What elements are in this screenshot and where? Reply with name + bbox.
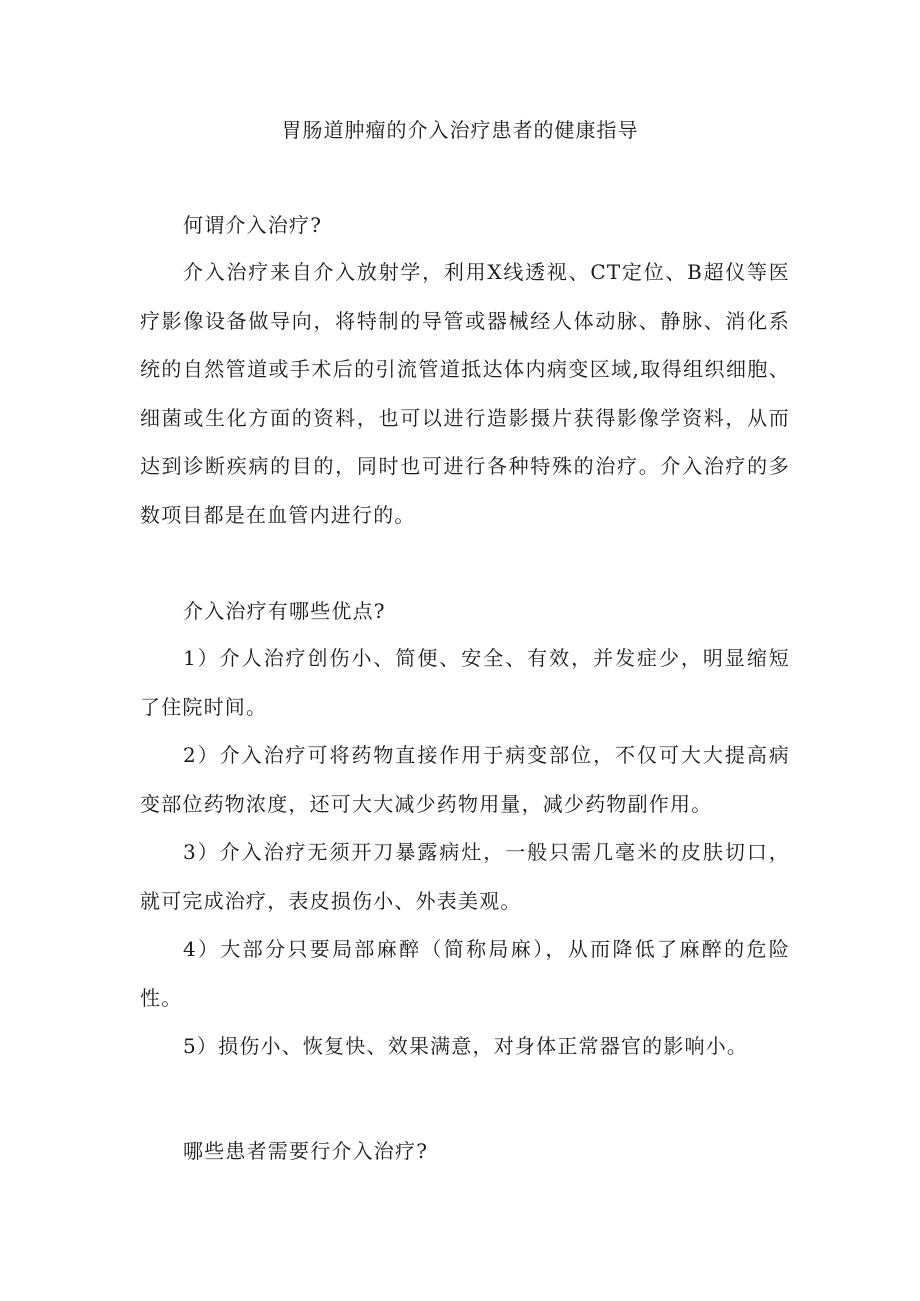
- advantage-item-3: 3）介入治疗无须开刀暴露病灶，一般只需几毫米的皮肤切口，就可完成治疗，表皮损伤小、外表美观。: [140, 840, 790, 913]
- document-title: 胃肠道肿瘤的介入治疗患者的健康指导: [281, 118, 639, 142]
- advantage-item-2: 2）介入治疗可将药物直接作用于病变部位，不仅可大大提高病变部位药物浓度，还可大大减少药物用量，减少药物副作用。: [140, 743, 790, 816]
- advantage-item-4: 4）大部分只要局部麻醉（简称局麻），从而降低了麻醉的危险性。: [140, 937, 790, 1010]
- section-heading-advantages: 介入治疗有哪些优点?: [183, 599, 386, 623]
- advantage-item-1: 1）介人治疗创伤小、简便、安全、有效，并发症少，明显缩短了住院时间。: [140, 646, 790, 719]
- paragraph-definition: 介入治疗来自介入放射学，利用X线透视、CT定位、B超仪等医疗影像设备做导向，将特制的导管或器械经人体动脉、静脉、消化系统的自然管道或手术后的引流管道抵达体内病变区域,取得组织细胞、细菌或生化方面的资料，也可以进行造影摄片获得影像学资料，从而达到诊断疾病的目的，同时也可进行各种特殊的治疗。介入治疗的多数项目都是在血管内进行的。: [140, 260, 790, 527]
- section-heading-what-is-interventional: 何谓介入治疗?: [183, 213, 323, 237]
- section-heading-who-needs: 哪些患者需要行介入治疗?: [183, 1139, 429, 1163]
- advantage-item-5: 5）损伤小、恢复快、效果满意，对身体正常器官的影响小。: [183, 1034, 749, 1058]
